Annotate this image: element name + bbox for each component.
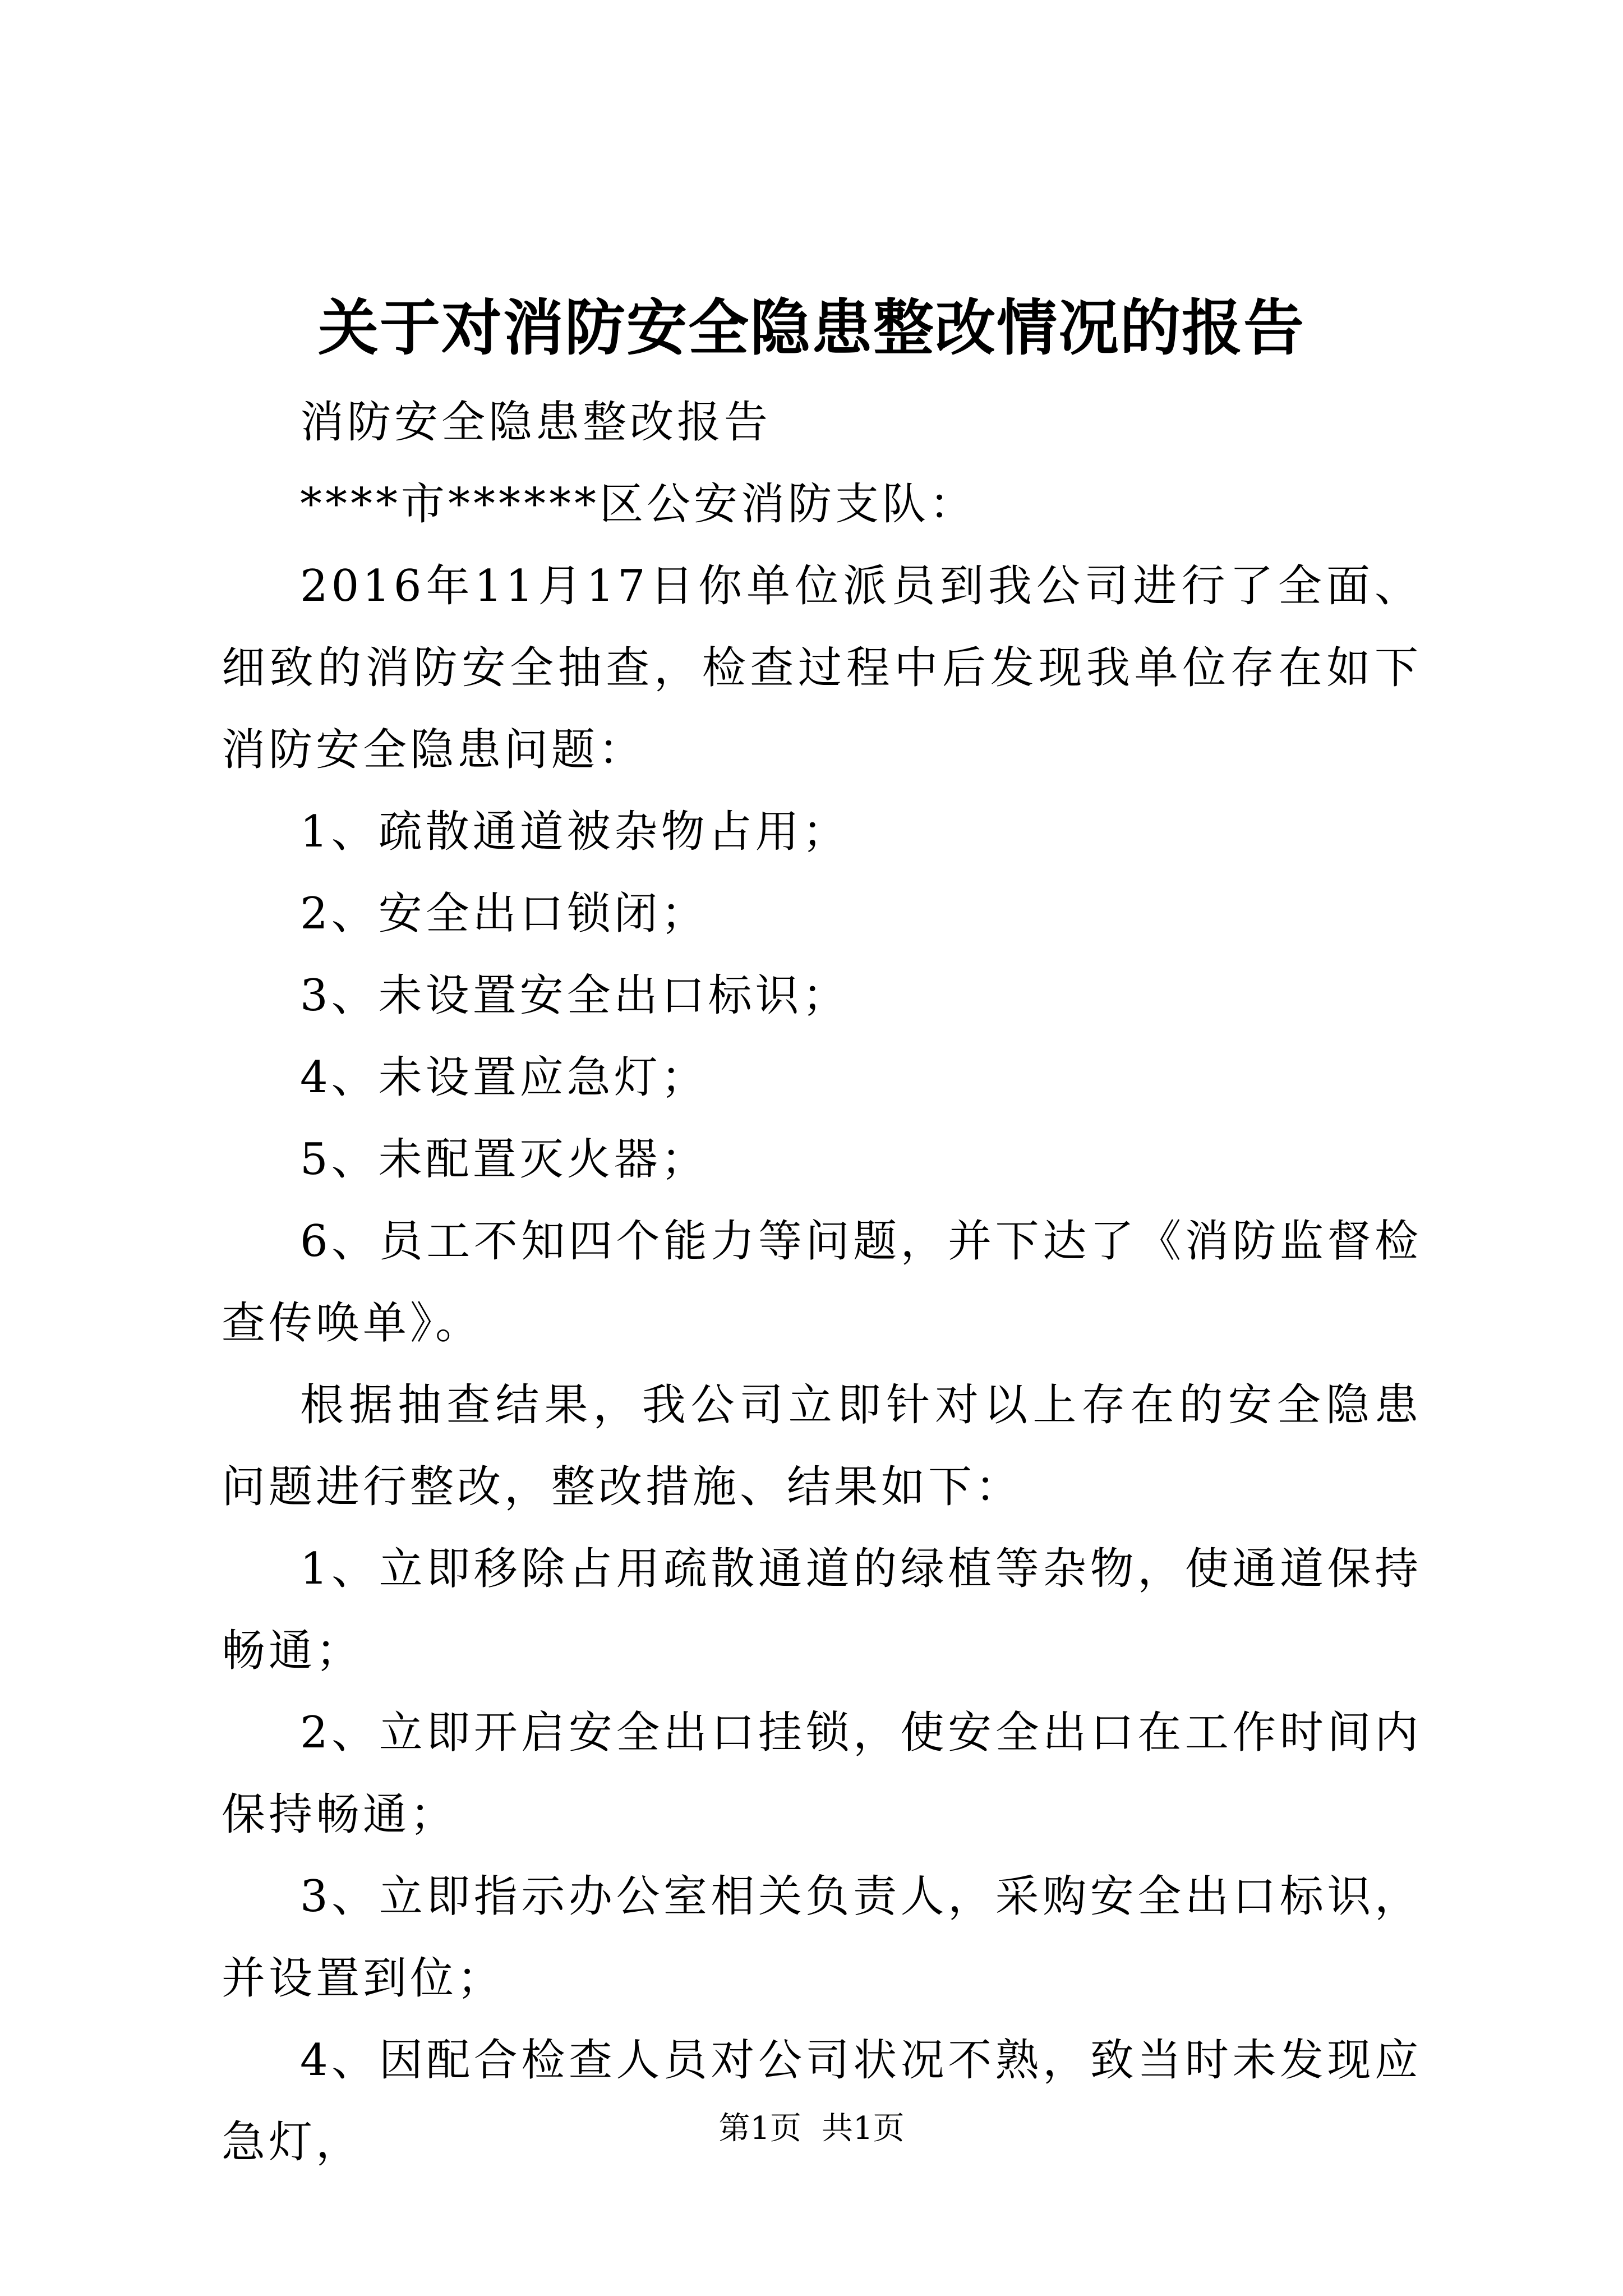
page-number-total: 共1页 [822, 2110, 905, 2147]
page-footer [0, 2106, 1623, 2151]
issue-item-4: 4、未设置应急灯； [300, 1052, 708, 1103]
paragraph-intro: 2016年11月17日你单位派员到我公司进行了全面、细致的消防安全抽查，检查过程中后发现我单位存在如下消防安全隐患问题： [222, 561, 1422, 775]
document-body [222, 381, 1422, 2183]
issue-item-2: 2、安全出口锁闭； [300, 889, 708, 939]
issue-item-5: 5、未配置灭火器； [300, 1134, 708, 1185]
issue-item-3: 3、未设置安全出口标识； [300, 970, 850, 1021]
measure-item-4: 4、因配合检查人员对公司状况不熟，致当时未发现应急灯， [222, 2035, 1422, 2168]
paragraph-addressee: ****市******区公安消防支队： [300, 479, 977, 530]
measure-item-1: 1、立即移除占用疏散通道的绿植等杂物，使通道保持畅通； [222, 1544, 1422, 1676]
issue-item-1: 1、疏散通道被杂物占用； [300, 807, 850, 857]
page-number-current: 第1页 [718, 2110, 801, 2147]
measure-item-3: 3、立即指示办公室相关负责人，采购安全出口标识，并设置到位； [222, 1871, 1422, 2004]
issue-item-6: 6、员工不知四个能力等问题，并下达了《消防监督检查传唤单》。 [222, 1216, 1422, 1349]
paragraph-rectification-intro: 根据抽查结果，我公司立即针对以上存在的安全隐患问题进行整改，整改措施、结果如下： [222, 1380, 1422, 1512]
paragraph-subtitle: 消防安全隐患整改报告 [300, 397, 772, 448]
document-title: 关于对消防安全隐患整改情况的报告 [317, 293, 1305, 364]
measure-item-2: 2、立即开启安全出口挂锁，使安全出口在工作时间内保持畅通； [222, 1708, 1422, 1840]
